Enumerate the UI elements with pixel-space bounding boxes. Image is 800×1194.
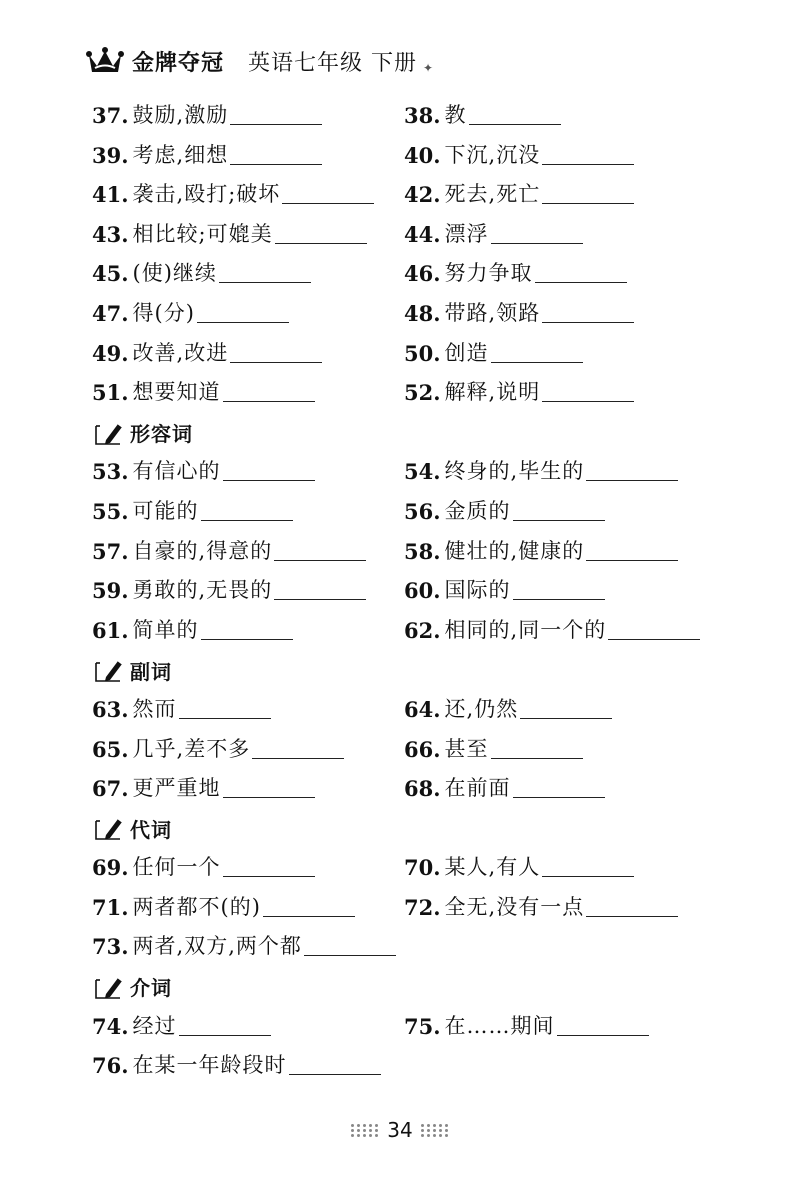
item-number-dot: . [121, 934, 129, 960]
dot-mark [439, 1129, 442, 1132]
vocab-item [92, 571, 366, 610]
item-meaning: 终身的,毕生的 [444, 459, 585, 484]
item-meaning: 有信心的 [132, 459, 221, 484]
answer-blank[interactable] [491, 242, 583, 244]
item-number-dot: . [433, 578, 441, 604]
vocab-item [92, 492, 293, 531]
item-meaning: 金质的 [444, 498, 511, 523]
vocab-item [92, 848, 315, 887]
dot-mark [369, 1134, 372, 1137]
dots-decoration-icon [351, 1124, 379, 1137]
dot-mark [445, 1134, 448, 1137]
item-number: 43 [92, 221, 122, 247]
item-number: 72 [404, 894, 434, 920]
item-meaning: 甚至 [444, 736, 489, 761]
item-number-dot: . [433, 498, 441, 524]
dot-mark [363, 1129, 366, 1132]
crown-icon [86, 46, 124, 76]
dot-mark [433, 1124, 436, 1127]
vocab-item [404, 373, 634, 412]
item-number-dot: . [121, 894, 129, 920]
item-meaning: 简单的 [132, 617, 199, 642]
item-meaning: 两者都不(的) [132, 894, 261, 919]
answer-blank[interactable] [223, 479, 315, 481]
vocab-row [92, 532, 732, 572]
item-number: 74 [92, 1013, 122, 1039]
item-meaning: 教 [444, 103, 467, 127]
item-number: 68 [404, 776, 434, 802]
vocab-row [92, 730, 732, 770]
item-number-dot: . [121, 340, 129, 366]
section-title: 副词 [130, 659, 172, 684]
answer-blank[interactable] [608, 638, 700, 640]
item-meaning: 更严重地 [132, 776, 221, 801]
item-number: 48 [404, 300, 434, 326]
item-number-dot: . [121, 1013, 129, 1039]
dot-mark [369, 1129, 372, 1132]
vocab-row [92, 611, 732, 651]
item-number-dot: . [433, 261, 441, 287]
vocab-item [92, 136, 322, 175]
item-number-dot: . [433, 1013, 441, 1039]
item-number-dot: . [433, 459, 441, 485]
vocab-item [92, 373, 315, 412]
item-number: 73 [92, 934, 122, 960]
vocab-item [404, 769, 605, 808]
item-number: 53 [92, 459, 122, 485]
answer-blank[interactable] [542, 163, 634, 165]
item-number-dot: . [121, 776, 129, 802]
item-number: 47 [92, 300, 122, 326]
item-number: 49 [92, 340, 122, 366]
item-meaning: 某人,有人 [444, 855, 541, 880]
item-meaning: 努力争取 [444, 261, 533, 286]
dot-mark [357, 1124, 360, 1127]
vocab-item [404, 730, 583, 769]
dot-mark [439, 1134, 442, 1137]
dot-mark [375, 1124, 378, 1127]
vocab-row [92, 294, 732, 334]
item-number: 42 [404, 182, 434, 208]
dot-mark [439, 1124, 442, 1127]
vocab-item [404, 96, 561, 135]
answer-blank[interactable] [252, 757, 344, 759]
dot-mark [363, 1124, 366, 1127]
answer-blank[interactable] [557, 1034, 649, 1036]
notebook-pen-icon [94, 974, 128, 1000]
vocab-item [404, 571, 605, 610]
vocab-item [92, 1046, 381, 1085]
notebook-pen-icon [94, 420, 128, 446]
vocab-item [92, 254, 311, 293]
vocab-item [92, 334, 322, 373]
subject-title: 英语七年级 下册 [248, 50, 418, 76]
vocab-item [404, 848, 634, 887]
item-meaning: 还,仍然 [444, 696, 519, 721]
dots-decoration-icon [421, 1124, 449, 1137]
answer-blank[interactable] [542, 202, 634, 204]
dot-mark [421, 1134, 424, 1137]
answer-blank[interactable] [274, 598, 366, 600]
answer-blank[interactable] [275, 242, 367, 244]
item-number-dot: . [121, 142, 129, 168]
item-number-dot: . [121, 1053, 129, 1079]
item-number: 41 [92, 182, 122, 208]
page-number: 34 [387, 1118, 413, 1142]
item-number-dot: . [121, 182, 129, 208]
vocab-row [92, 927, 732, 967]
item-number: 76 [92, 1053, 122, 1079]
item-number: 55 [92, 498, 122, 524]
vocab-item [92, 769, 315, 808]
vocab-row [92, 571, 732, 611]
item-number: 71 [92, 894, 122, 920]
item-meaning: 任何一个 [132, 855, 221, 880]
dot-mark [375, 1134, 378, 1137]
vocab-item [92, 532, 366, 571]
item-number: 39 [92, 142, 122, 168]
dot-mark [375, 1129, 378, 1132]
item-number: 62 [404, 617, 434, 643]
item-number: 46 [404, 261, 434, 287]
item-number: 37 [92, 103, 122, 128]
answer-blank[interactable] [219, 281, 311, 283]
vocab-row [92, 96, 732, 136]
vocab-item [404, 334, 583, 373]
vocab-item [404, 690, 612, 729]
item-meaning: 经过 [132, 1013, 177, 1038]
item-number: 59 [92, 578, 122, 604]
item-meaning: 鼓励,激励 [132, 103, 229, 127]
answer-blank[interactable] [230, 123, 322, 125]
answer-blank[interactable] [201, 638, 293, 640]
item-number-dot: . [121, 103, 129, 128]
item-meaning: 几乎,差不多 [132, 736, 251, 761]
answer-blank[interactable] [230, 163, 322, 165]
item-number-dot: . [433, 142, 441, 168]
item-number: 75 [404, 1013, 434, 1039]
item-number-dot: . [121, 498, 129, 524]
vocab-row [92, 452, 732, 492]
item-meaning: 健壮的,健康的 [444, 538, 585, 563]
item-number: 38 [404, 103, 434, 128]
dot-mark [427, 1124, 430, 1127]
dot-mark [351, 1124, 354, 1127]
vocab-row [92, 1046, 732, 1086]
vocab-item [92, 452, 315, 491]
item-number: 67 [92, 776, 122, 802]
item-number-dot: . [433, 221, 441, 247]
vocab-item [404, 175, 634, 214]
item-number-dot: . [433, 103, 441, 128]
item-number: 54 [404, 459, 434, 485]
item-number-dot: . [433, 855, 441, 881]
answer-blank[interactable] [469, 123, 561, 125]
section-title: 介词 [130, 976, 172, 1001]
answer-blank[interactable] [179, 1034, 271, 1036]
answer-blank[interactable] [513, 796, 605, 798]
item-number: 66 [404, 736, 434, 762]
answer-blank[interactable] [542, 875, 634, 877]
vocab-item [404, 136, 634, 175]
page-footer [0, 1112, 800, 1148]
section-heading [92, 413, 732, 453]
answer-blank[interactable] [542, 400, 634, 402]
item-number-dot: . [433, 776, 441, 802]
item-number-dot: . [433, 300, 441, 326]
item-meaning: 带路,领路 [444, 300, 541, 325]
item-number: 70 [404, 855, 434, 881]
item-meaning: 在某一年龄段时 [132, 1053, 287, 1078]
vocab-item [92, 611, 293, 650]
dot-mark [363, 1134, 366, 1137]
item-number: 58 [404, 538, 434, 564]
item-meaning: 勇敢的,无畏的 [132, 578, 273, 603]
answer-blank[interactable] [230, 361, 322, 363]
answer-blank[interactable] [223, 400, 315, 402]
item-number-dot: . [433, 380, 441, 406]
answer-blank[interactable] [513, 519, 605, 521]
answer-blank[interactable] [304, 954, 396, 956]
item-meaning: 袭击,殴打;破坏 [132, 182, 281, 207]
item-number: 44 [404, 221, 434, 247]
item-number-dot: . [433, 894, 441, 920]
vocab-row [92, 373, 732, 413]
item-number: 56 [404, 498, 434, 524]
item-meaning: 解释,说明 [444, 380, 541, 405]
answer-blank[interactable] [586, 559, 678, 561]
dot-mark [445, 1129, 448, 1132]
vocab-row [92, 888, 732, 928]
item-meaning: 两者,双方,两个都 [132, 934, 302, 959]
item-number: 69 [92, 855, 122, 881]
page-header [86, 42, 506, 80]
dot-mark [351, 1129, 354, 1132]
item-number-dot: . [121, 459, 129, 485]
section-heading [92, 809, 732, 849]
item-meaning: 得(分) [132, 300, 195, 325]
vocab-row [92, 492, 732, 532]
answer-blank[interactable] [535, 281, 627, 283]
item-number: 64 [404, 696, 434, 722]
item-meaning: 创造 [444, 340, 489, 365]
answer-blank[interactable] [289, 1073, 381, 1075]
vocab-row [92, 334, 732, 374]
vocab-item [404, 492, 605, 531]
item-meaning: 在前面 [444, 776, 511, 801]
vocab-item [92, 927, 396, 966]
item-meaning: 在……期间 [444, 1013, 555, 1038]
item-number-dot: . [121, 578, 129, 604]
item-number-dot: . [433, 182, 441, 208]
vocab-item [404, 888, 678, 927]
answer-blank[interactable] [542, 321, 634, 323]
vocab-row [92, 848, 732, 888]
section-heading [92, 967, 732, 1007]
vocab-item [92, 690, 271, 729]
item-meaning: 国际的 [444, 578, 511, 603]
item-number-dot: . [121, 300, 129, 326]
item-number: 63 [92, 696, 122, 722]
vocab-item [92, 215, 367, 254]
vocab-item [92, 96, 322, 135]
vocab-item [92, 294, 289, 333]
item-meaning: 考虑,细想 [132, 142, 229, 167]
dot-mark [433, 1129, 436, 1132]
dot-mark [427, 1134, 430, 1137]
item-number-dot: . [433, 696, 441, 722]
item-number-dot: . [433, 617, 441, 643]
item-number-dot: . [121, 696, 129, 722]
vocab-item [404, 1007, 649, 1046]
item-meaning: 然而 [132, 696, 177, 721]
item-meaning: 可能的 [132, 498, 199, 523]
section-title: 代词 [130, 817, 172, 842]
answer-blank[interactable] [201, 519, 293, 521]
vocab-item [404, 294, 634, 333]
item-number-dot: . [433, 736, 441, 762]
dot-mark [351, 1134, 354, 1137]
answer-blank[interactable] [491, 361, 583, 363]
item-number: 60 [404, 578, 434, 604]
answer-blank[interactable] [586, 479, 678, 481]
answer-blank[interactable] [223, 796, 315, 798]
vocabulary-list [92, 96, 732, 1086]
vocab-row [92, 1007, 732, 1047]
item-number: 52 [404, 380, 434, 406]
item-number-dot: . [433, 340, 441, 366]
notebook-pen-icon [94, 657, 128, 683]
item-meaning: 全无,没有一点 [444, 894, 585, 919]
vocab-row [92, 254, 732, 294]
item-number-dot: . [121, 538, 129, 564]
item-number-dot: . [121, 261, 129, 287]
item-number: 51 [92, 380, 122, 406]
vocab-item [404, 254, 627, 293]
vocab-item [404, 532, 678, 571]
answer-blank[interactable] [491, 757, 583, 759]
answer-blank[interactable] [179, 717, 271, 719]
brand-title: 金牌夺冠 [132, 50, 225, 76]
item-number: 57 [92, 538, 122, 564]
answer-blank[interactable] [263, 915, 355, 917]
vocab-row [92, 690, 732, 730]
item-number: 61 [92, 617, 122, 643]
section-title: 形容词 [130, 422, 193, 447]
item-meaning: 死去,死亡 [444, 182, 541, 207]
section-heading [92, 650, 732, 690]
item-number-dot: . [121, 380, 129, 406]
vocab-item [92, 175, 374, 214]
item-meaning: 自豪的,得意的 [132, 538, 273, 563]
item-meaning: (使)继续 [132, 261, 217, 286]
answer-blank[interactable] [282, 202, 374, 204]
vocab-item [404, 215, 583, 254]
dot-mark [445, 1124, 448, 1127]
item-number: 40 [404, 142, 434, 168]
vocab-row [92, 175, 732, 215]
answer-blank[interactable] [520, 717, 612, 719]
item-meaning: 相同的,同一个的 [444, 617, 607, 642]
answer-blank[interactable] [197, 321, 289, 323]
answer-blank[interactable] [223, 875, 315, 877]
vocab-row [92, 769, 732, 809]
answer-blank[interactable] [513, 598, 605, 600]
item-meaning: 改善,改进 [132, 340, 229, 365]
item-number-dot: . [121, 221, 129, 247]
sparkle-icon: ✦ [423, 61, 434, 75]
answer-blank[interactable] [274, 559, 366, 561]
item-number: 50 [404, 340, 434, 366]
item-meaning: 下沉,沉没 [444, 142, 541, 167]
dot-mark [369, 1124, 372, 1127]
item-number-dot: . [121, 617, 129, 643]
vocab-item [92, 730, 344, 769]
dot-mark [433, 1134, 436, 1137]
dot-mark [357, 1129, 360, 1132]
item-number-dot: . [121, 736, 129, 762]
dot-mark [427, 1129, 430, 1132]
item-number-dot: . [121, 855, 129, 881]
dot-mark [421, 1129, 424, 1132]
answer-blank[interactable] [586, 915, 678, 917]
item-meaning: 漂浮 [444, 221, 489, 246]
item-number-dot: . [433, 538, 441, 564]
item-meaning: 想要知道 [132, 380, 221, 405]
vocab-row [92, 215, 732, 255]
item-meaning: 相比较;可媲美 [132, 221, 273, 246]
notebook-pen-icon [94, 815, 128, 841]
item-number: 45 [92, 261, 122, 287]
vocab-item [92, 1007, 271, 1046]
dot-mark [357, 1134, 360, 1137]
vocab-item [92, 888, 355, 927]
vocab-item [404, 452, 678, 491]
dot-mark [421, 1124, 424, 1127]
vocab-row [92, 136, 732, 176]
vocab-item [404, 611, 700, 650]
item-number: 65 [92, 736, 122, 762]
